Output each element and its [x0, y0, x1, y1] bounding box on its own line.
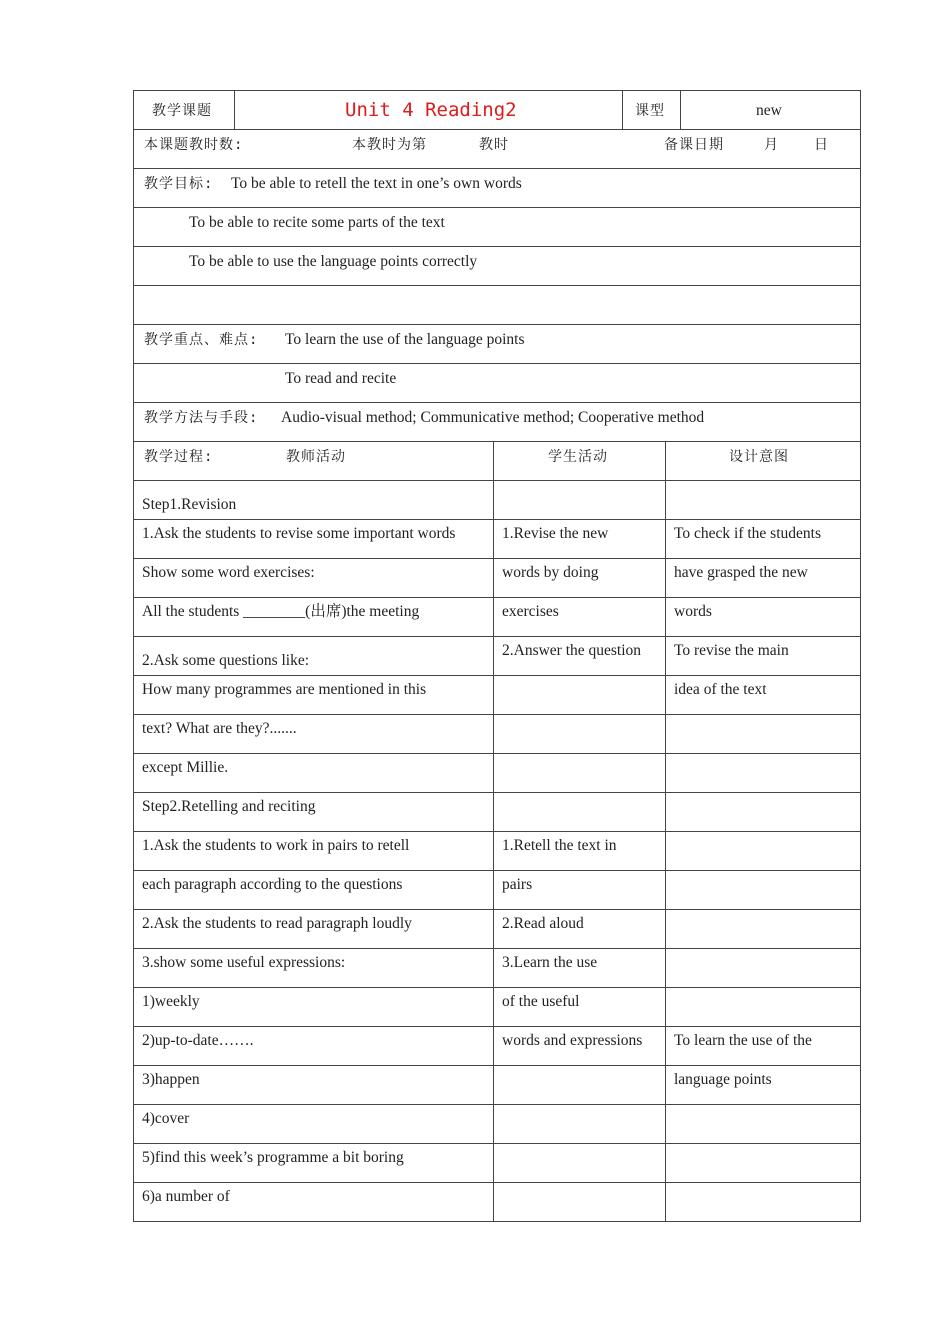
- teacher-activity-cell: [134, 793, 493, 831]
- teacher-activity-cell: [134, 949, 493, 987]
- design-intent-cell: [665, 910, 861, 948]
- student-activity-cell: [493, 559, 665, 597]
- topic-label-cell: [134, 91, 234, 129]
- teacher-activity: 3)happen: [142, 1071, 200, 1088]
- process-header-row: [133, 442, 861, 481]
- student-activity-cell: [493, 598, 665, 636]
- teacher-activity-cell: [134, 598, 493, 636]
- teacher-activity: 6)a number of: [142, 1188, 230, 1205]
- process-row: [133, 637, 861, 676]
- student-activity: exercises: [502, 603, 559, 620]
- teacher-activity: 2.Ask some questions like:: [142, 652, 310, 669]
- design-intent-cell: [665, 1027, 861, 1065]
- process-row: [133, 949, 861, 988]
- student-activity: 2.Read aloud: [502, 915, 584, 932]
- teacher-activity-cell: [134, 1183, 493, 1221]
- student-activity: 3.Learn the use: [502, 954, 598, 971]
- process-row: [133, 871, 861, 910]
- process-row: [133, 988, 861, 1027]
- type-value-cell: [680, 91, 861, 129]
- design-intent-cell: [665, 598, 861, 636]
- process-row: [133, 910, 861, 949]
- student-activity-cell: [493, 1144, 665, 1182]
- keypoint-item: To read and recite: [285, 370, 397, 387]
- student-activity-cell: [493, 1027, 665, 1065]
- student-col-title: 学生活动: [548, 449, 608, 465]
- student-activity-cell: [493, 520, 665, 558]
- topic-title: Unit 4 Reading2: [345, 99, 517, 121]
- objective-row: [133, 208, 861, 247]
- objective-row: [133, 247, 861, 286]
- teacher-activity: 4)cover: [142, 1110, 190, 1127]
- teacher-activity-cell: [134, 1105, 493, 1143]
- lesson-plan-table: [133, 90, 861, 1222]
- teacher-activity-cell: [134, 481, 493, 519]
- student-activity: words by doing: [502, 564, 599, 581]
- design-intent-cell: [665, 949, 861, 987]
- objective-row: [133, 169, 861, 208]
- type-label-cell: [622, 91, 680, 129]
- teacher-activity: each paragraph according to the questions: [142, 876, 403, 893]
- design-intent-cell: [665, 676, 861, 714]
- type-label: 课型: [635, 103, 665, 119]
- design-intent-cell: [665, 1066, 861, 1104]
- teacher-activity: Step1.Revision: [142, 496, 237, 513]
- info-row: [133, 130, 861, 169]
- student-activity: 2.Answer the question: [502, 642, 642, 659]
- student-activity-cell: [493, 1183, 665, 1221]
- student-activity-cell: [493, 481, 665, 519]
- month-label: 月: [764, 137, 779, 153]
- student-activity: of the useful: [502, 993, 580, 1010]
- process-row: [133, 1144, 861, 1183]
- student-activity: pairs: [502, 876, 533, 893]
- design-intent-cell: [665, 715, 861, 753]
- keypoint-item: To learn the use of the language points: [285, 331, 525, 348]
- process-row: [133, 520, 861, 559]
- methods-row: [133, 403, 861, 442]
- process-row: [133, 793, 861, 832]
- teacher-col-title: 教师活动: [286, 449, 346, 465]
- design-intent: To check if the students: [674, 525, 821, 542]
- design-intent-cell: [665, 871, 861, 909]
- keypoints-label: 教学重点、难点:: [144, 332, 259, 348]
- teacher-activity-cell: [134, 1027, 493, 1065]
- process-row: [133, 598, 861, 637]
- design-intent-cell: [665, 481, 861, 519]
- student-activity-cell: [493, 1066, 665, 1104]
- teacher-activity-cell: [134, 754, 493, 792]
- student-activity-cell: [493, 949, 665, 987]
- header-row: [133, 90, 861, 130]
- design-intent-cell: [665, 793, 861, 831]
- hours-label: 本课题教时数:: [144, 137, 244, 153]
- student-activity-cell: [493, 754, 665, 792]
- teacher-activity-cell: [134, 1066, 493, 1104]
- objective-item: To be able to recite some parts of the text: [189, 214, 445, 231]
- student-activity-cell: [493, 793, 665, 831]
- process-row: [133, 1183, 861, 1222]
- teacher-activity-cell: [134, 832, 493, 870]
- teacher-activity: 2)up-to-date…….: [142, 1032, 254, 1049]
- process-row: [133, 1066, 861, 1105]
- type-value: new: [756, 102, 782, 119]
- teacher-activity: 1.Ask the students to revise some important words: [142, 525, 456, 542]
- student-col-header: [493, 442, 665, 480]
- student-activity-cell: [493, 910, 665, 948]
- student-activity: 1.Retell the text in: [502, 837, 617, 854]
- student-activity-cell: [493, 715, 665, 753]
- design-intent-cell: [665, 754, 861, 792]
- teacher-activity-cell: [134, 715, 493, 753]
- student-activity: 1.Revise the new: [502, 525, 609, 542]
- student-activity: words and expressions: [502, 1032, 643, 1049]
- teacher-activity: except Millie.: [142, 759, 229, 776]
- current-hour-label: 本教时为第: [352, 137, 427, 153]
- process-row: [133, 832, 861, 871]
- keypoint-row: [133, 325, 861, 364]
- teacher-activity-cell: [134, 871, 493, 909]
- design-intent-cell: [665, 559, 861, 597]
- design-intent-cell: [665, 988, 861, 1026]
- student-activity-cell: [493, 832, 665, 870]
- hours-unit: 教时: [479, 137, 509, 153]
- process-row: [133, 715, 861, 754]
- teacher-activity: 1.Ask the students to work in pairs to retell: [142, 837, 410, 854]
- teacher-activity: 1)weekly: [142, 993, 200, 1010]
- topic-label: 教学课题: [152, 103, 212, 119]
- design-intent: To revise the main: [674, 642, 789, 659]
- process-rows: [133, 481, 861, 1222]
- design-intent-cell: [665, 1144, 861, 1182]
- process-row: [133, 481, 861, 520]
- teacher-activity: 2.Ask the students to read paragraph loudly: [142, 915, 412, 932]
- teacher-activity-cell: [134, 520, 493, 558]
- design-intent: language points: [674, 1071, 772, 1088]
- student-activity-cell: [493, 637, 665, 675]
- student-activity-cell: [493, 871, 665, 909]
- design-intent: To learn the use of the: [674, 1032, 812, 1049]
- teacher-col-header: [134, 442, 493, 480]
- design-col-title: 设计意图: [729, 449, 789, 465]
- teacher-activity-cell: [134, 988, 493, 1026]
- teacher-activity: All the students ________(出席)the meeting: [142, 603, 420, 620]
- teacher-activity: How many programmes are mentioned in this: [142, 681, 427, 698]
- process-row: [133, 676, 861, 715]
- design-intent-cell: [665, 832, 861, 870]
- design-intent-cell: [665, 637, 861, 675]
- objective-item: To be able to use the language points correctly: [189, 253, 478, 270]
- process-label: 教学过程:: [144, 449, 214, 465]
- teacher-activity: text? What are they?.......: [142, 720, 297, 737]
- design-col-header: [665, 442, 861, 480]
- teacher-activity-cell: [134, 1144, 493, 1182]
- design-intent: idea of the text: [674, 681, 767, 698]
- process-row: [133, 754, 861, 793]
- teacher-activity-cell: [134, 676, 493, 714]
- objective-item: To be able to retell the text in one’s own words: [231, 175, 522, 192]
- methods-value: Audio-visual method; Communicative method; Cooperative method: [281, 409, 705, 426]
- topic-title-cell: [234, 91, 622, 129]
- design-intent: have grasped the new: [674, 564, 808, 581]
- design-intent: words: [674, 603, 712, 620]
- teacher-activity-cell: [134, 637, 493, 675]
- process-row: [133, 1027, 861, 1066]
- student-activity-cell: [493, 988, 665, 1026]
- teacher-activity: 3.show some useful expressions:: [142, 954, 346, 971]
- teacher-activity: 5)find this week’s programme a bit boring: [142, 1149, 404, 1166]
- keypoint-row: [133, 364, 861, 403]
- day-label: 日: [814, 137, 829, 153]
- design-intent-cell: [665, 1183, 861, 1221]
- blank-row: [133, 286, 861, 325]
- objectives-label: 教学目标:: [144, 176, 214, 192]
- teacher-activity: Show some word exercises:: [142, 564, 315, 581]
- design-intent-cell: [665, 1105, 861, 1143]
- date-label: 备课日期: [664, 137, 724, 153]
- student-activity-cell: [493, 1105, 665, 1143]
- methods-label: 教学方法与手段:: [144, 410, 259, 426]
- process-row: [133, 559, 861, 598]
- teacher-activity-cell: [134, 559, 493, 597]
- student-activity-cell: [493, 676, 665, 714]
- process-row: [133, 1105, 861, 1144]
- teacher-activity: Step2.Retelling and reciting: [142, 798, 316, 815]
- design-intent-cell: [665, 520, 861, 558]
- teacher-activity-cell: [134, 910, 493, 948]
